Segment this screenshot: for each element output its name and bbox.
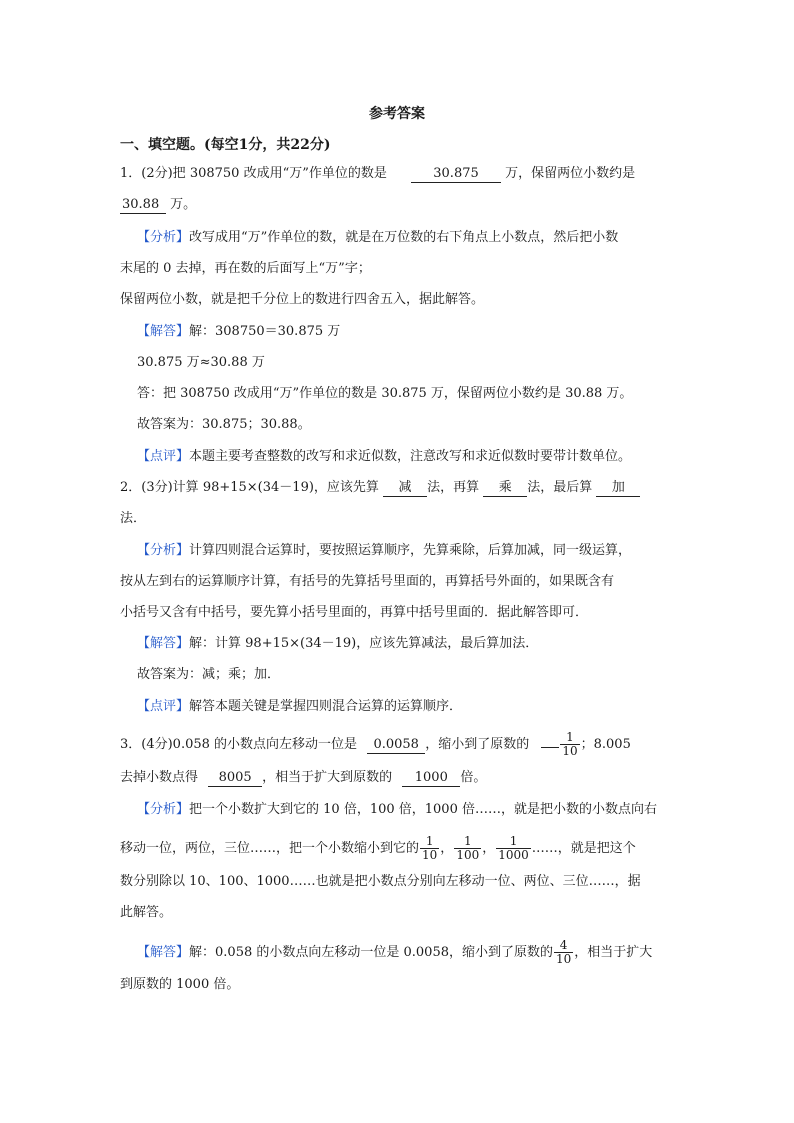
q3-blank-frac-underline	[541, 747, 559, 748]
q1-answer-line4: 故答案为：30.875；30.88。	[137, 417, 311, 432]
comment-tag: 【点评】	[137, 449, 190, 464]
q3-analysis-line4: 此解答。	[120, 905, 173, 920]
q3-blank-1: 0.0058	[367, 737, 425, 754]
q2-comment-line: 【点评】解答本题关键是掌握四则混合运算的运算顺序．	[137, 699, 463, 714]
q1-blank-1: 30.875	[411, 166, 501, 183]
q1-answer-line3: 答：把 308750 改成用“万”作单位的数是 30.875 万，保留两位小数约是 30.88 万。	[137, 386, 633, 401]
q3-analysis-line1: 【分析】把一个小数扩大到它的 10 倍，100 倍，1000 倍……，就是把小数的小数点向右	[137, 802, 657, 817]
answer-tag: 【解答】	[137, 945, 190, 960]
q2-blank-3: 加	[596, 480, 640, 497]
q1-blank-2: 30.88	[120, 197, 166, 214]
q2-blank-2: 乘	[483, 480, 527, 497]
fraction-1-10: $\frac{1}{10}$	[422, 834, 438, 862]
q3-analysis-line3: 数分别除以 10、100、1000……也就是把小数点分别向左移动一位、两位、三位……，据	[120, 874, 641, 889]
analysis-tag: 【分析】	[137, 543, 190, 558]
q1-analysis-line1: 【分析】改写成用“万”作单位的数，就是在万位数的右下角点上小数点，然后把小数	[137, 230, 619, 245]
q3-stem-line1: 3．(4分)0.058 的小数点向左移动一位是 0.0058 ，缩小到了原数的 $\frac{1}{10}$ ；8.005	[120, 730, 631, 758]
q2-blank-1: 减	[383, 480, 427, 497]
answer-tag: 【解答】	[137, 324, 190, 339]
q2-stem-line1: 2．(3分)计算 98+15×(34－19)，应该先算 减 法，再算 乘 法，最后算 加	[120, 478, 640, 498]
q2-analysis-line3: 小括号又含有中括号，要先算小括号里面的，再算中括号里面的．据此解答即可．	[120, 605, 589, 620]
q2-analysis-line2: 按从左到右的运算顺序计算，有括号的先算括号里面的，再算括号外面的，如果既含有	[120, 574, 615, 589]
q2-answer-line2: 故答案为：减；乘；加．	[137, 667, 281, 682]
q1-answer-line1: 【解答】解：308750＝30.875 万	[137, 324, 341, 339]
page-title: 参考答案	[369, 106, 425, 122]
fraction-1-100: $\frac{1}{100}$	[456, 834, 480, 862]
q3-blank-2: 8005	[208, 770, 262, 787]
q3-answer-line2: 到原数的 1000 倍。	[120, 977, 240, 992]
q1-analysis-line2: 末尾的 0 去掉，再在数的后面写上“万”字；	[120, 261, 371, 276]
answer-tag: 【解答】	[137, 636, 190, 651]
analysis-tag: 【分析】	[137, 802, 190, 817]
q1-analysis-line3: 保留两位小数，就是把千分位上的数进行四舍五入，据此解答。	[120, 292, 485, 307]
q2-stem-line2: 法．	[120, 511, 147, 526]
fraction-1-1000: $\frac{1}{1000}$	[498, 834, 529, 862]
fraction-4-10: $\frac{4}{10}$	[555, 938, 572, 966]
q3-analysis-line2: 移动一位，两位，三位……，把一个小数缩小到它的 $\frac{1}{10}$ ， $\frac{1}{100}$ ， $\frac{1}{1000}$ ……，就是把这个	[120, 834, 636, 862]
q3-fraction-answer: $\frac{1}{10}$	[562, 730, 578, 758]
section-heading: 一、填空题。(每空1分，共22分)	[120, 137, 331, 153]
q3-blank-3: 1000	[402, 770, 460, 787]
q1-stem-line2: 30.88 万。	[122, 197, 197, 212]
q2-answer-line1: 【解答】解：计算 98+15×(34－19)，应该先算减法，最后算加法．	[137, 636, 539, 651]
q1-answer-line2: 30.875 万≈30.88 万	[137, 355, 265, 370]
q1-stem-line1: 1．(2分)把 308750 改成用“万”作单位的数是 30.875 万，保留两位小数约是	[120, 166, 636, 181]
q1-comment-line: 【点评】本题主要考查整数的改写和求近似数，注意改写和求近似数时要带计数单位。	[137, 449, 632, 464]
analysis-tag: 【分析】	[137, 230, 190, 245]
comment-tag: 【点评】	[137, 699, 190, 714]
q3-answer-line1: 【解答】解：0.058 的小数点向左移动一位是 0.0058，缩小到了原数的 $\frac{4}{10}$ ，相当于扩大	[137, 938, 653, 966]
q3-stem-line2: 去掉小数点得 8005 ，相当于扩大到原数的 1000 倍。	[120, 770, 487, 785]
q2-analysis-line1: 【分析】计算四则混合运算时，要按照运算顺序，先算乘除，后算加减，同一级运算，	[137, 543, 632, 558]
